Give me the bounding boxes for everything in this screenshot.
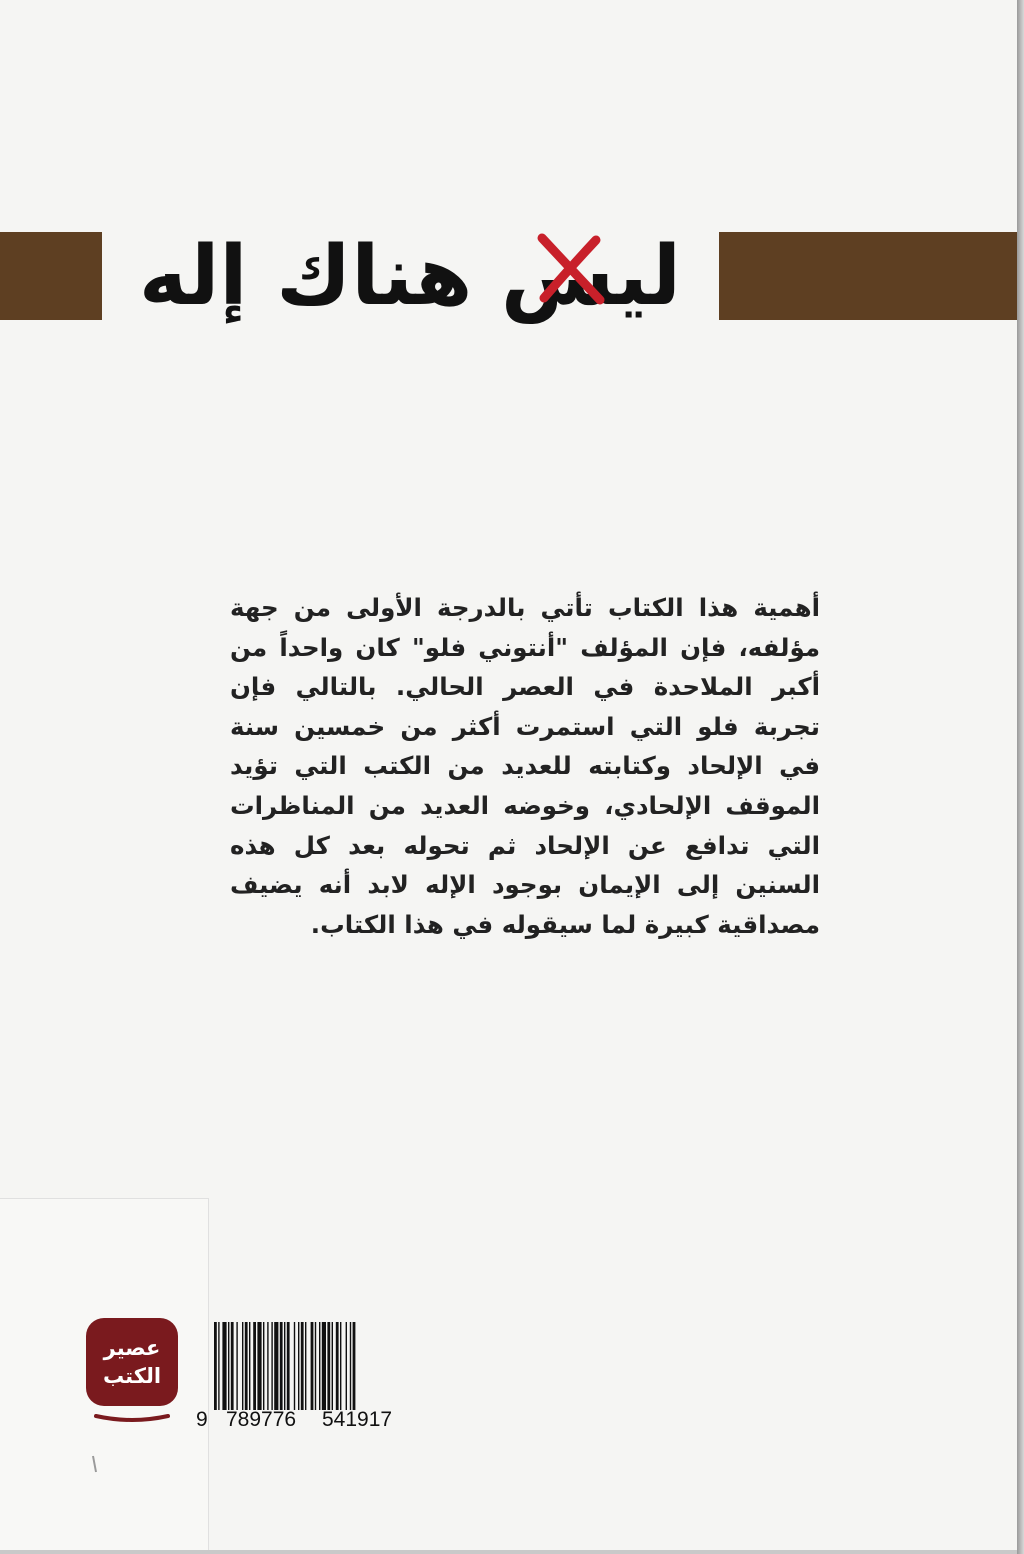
barcode [212,1322,424,1410]
title-block [120,222,700,332]
publisher-name-line2: الكتب [102,1364,162,1388]
logo-ornament-icon [92,1412,172,1422]
red-cross-mark-icon [530,228,610,308]
isbn-group-1: 789776 [226,1408,297,1431]
publisher-name-line1: عصير [103,1336,161,1360]
isbn-group-2: 541917 [322,1408,393,1431]
title-band-left [0,232,102,320]
isbn-number [196,1408,426,1436]
blurb-text: أهمية هذا الكتاب تأتي بالدرجة الأولى من جهة مؤلفه، فإن المؤلف "أنتوني فلو" كان واحداً من أكبر الملاحدة في العصر الحالي. بالتالي فإن تجربة فلو التي استمرت أكثر من خمسين سنة في الإلحاد وكتابته للعديد من الكتب التي تؤيد الموقف الإلحادي، وخوضه العديد من المناظرات التي تدافع عن الإلحاد ثم تحوله بعد كل هذه السنين إلى الإيمان بوجود الإله لابد أنه يضيف مصداقية كبيرة لما سيقوله في هذا الكتاب. [230,593,820,939]
publisher-logo [86,1318,178,1406]
page-edge [1017,0,1024,1554]
isbn-lead: 9 [196,1408,208,1431]
pen-mark-icon [90,1454,100,1476]
book-title: ليس هناك إله [138,229,682,324]
title-band-right [719,232,1017,320]
